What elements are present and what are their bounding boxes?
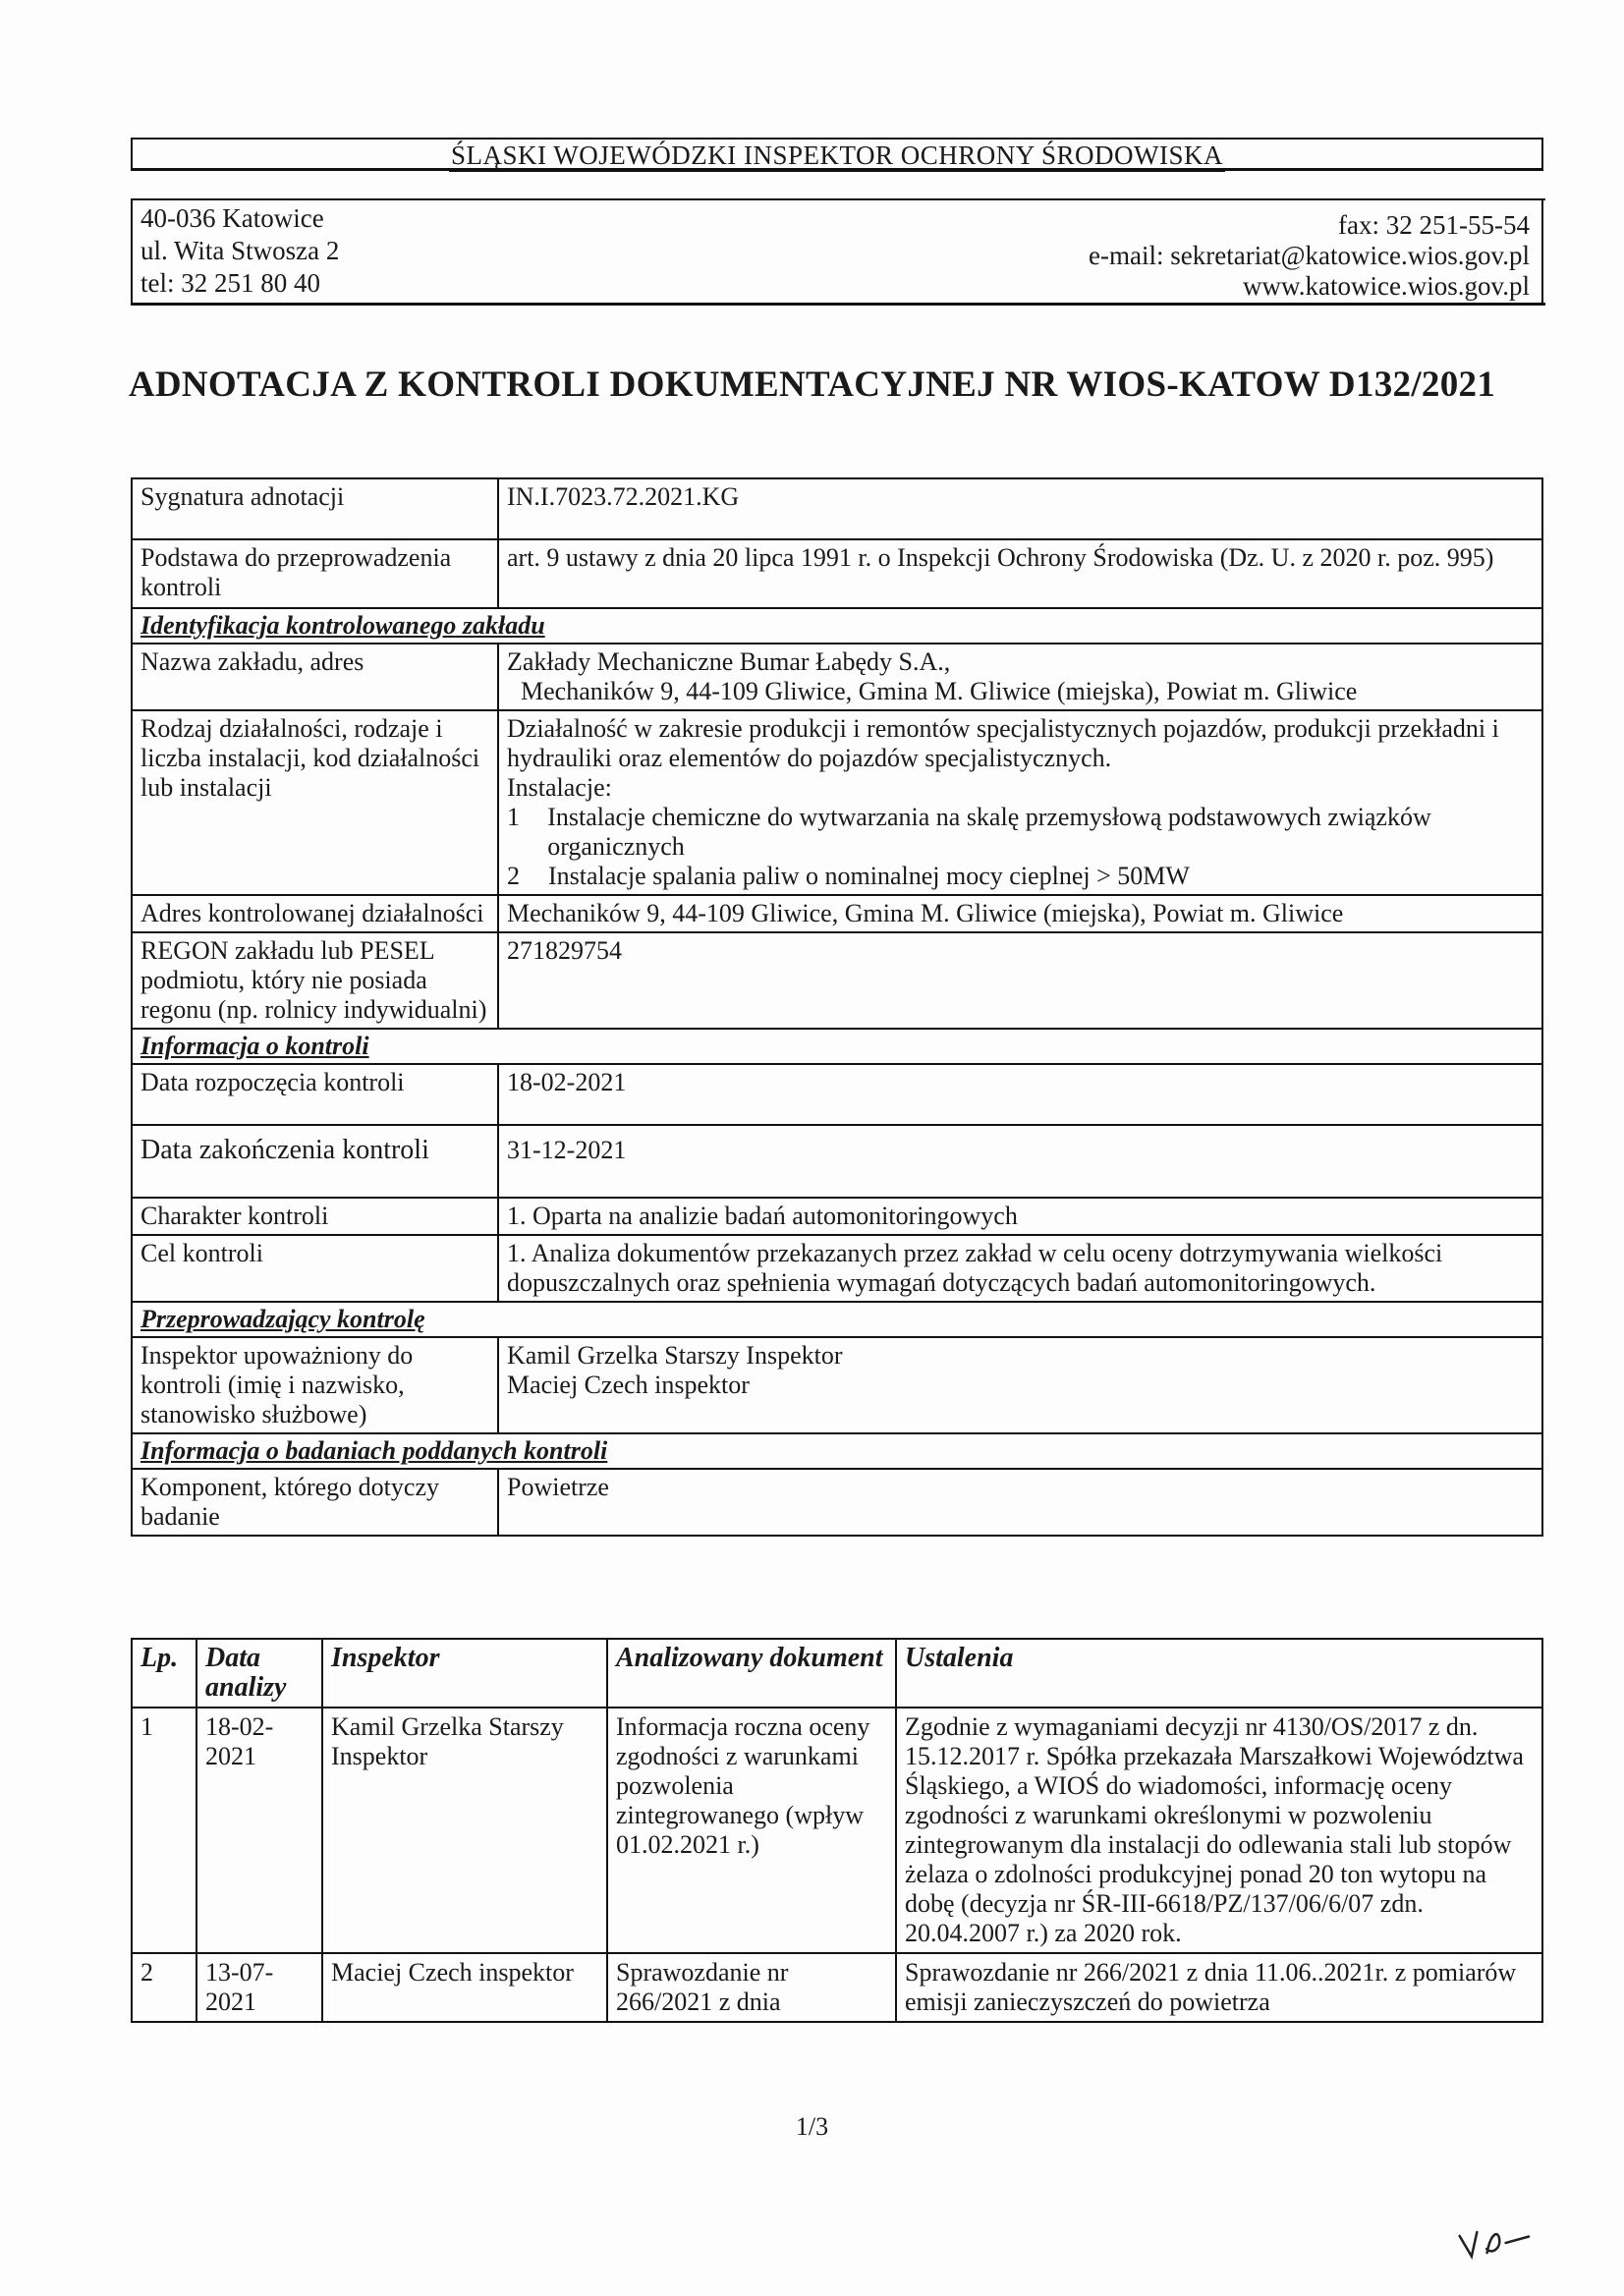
charakter-label: Charakter kontroli — [132, 1198, 498, 1235]
podstawa-value: art. 9 ustawy z dnia 20 lipca 1991 r. o Inspekcji Ochrony Środowiska (Dz. U. z 2020 r. poz. 995) — [498, 539, 1542, 608]
address-city: 40-036 Katowice — [140, 203, 324, 233]
komponent-value: Powietrze — [498, 1469, 1542, 1536]
table-row — [132, 539, 1542, 608]
address-block — [131, 198, 1543, 305]
analysis-table — [131, 1638, 1543, 2023]
regon-label: REGON zakładu lub PESEL podmiotu, który nie posiada regonu (np. rolnicy indywidualni) — [132, 932, 498, 1029]
postal-address — [140, 202, 339, 300]
rodzaj-label: Rodzaj działalności, rodzaje i liczba instalacji, kod działalności lub instalacji — [132, 710, 498, 895]
table-row — [132, 710, 1542, 895]
installation-number: 2 — [507, 862, 520, 890]
adres-label: Adres kontrolowanej działalności — [132, 895, 498, 932]
charakter-value: 1. Oparta na analizie badań automonitoringowych — [498, 1198, 1542, 1235]
contact-website: www.katowice.wios.gov.pl — [1243, 271, 1530, 301]
analysis-header-row — [132, 1639, 1542, 1708]
sygnatura-value: IN.I.7023.72.2021.KG — [498, 478, 1542, 539]
section-heading — [132, 1029, 1542, 1064]
contact-info — [1089, 210, 1530, 302]
control-details-table — [131, 477, 1543, 1537]
row-inspektor: Maciej Czech inspektor — [322, 1953, 607, 2022]
section-heading — [132, 1302, 1542, 1337]
table-row — [132, 1198, 1542, 1235]
header-data: Data analizy — [196, 1639, 322, 1708]
table-row — [132, 1469, 1542, 1536]
komponent-label: Komponent, którego dotyczy badanie — [132, 1469, 498, 1536]
section-heading — [132, 1433, 1542, 1469]
installation-text: Instalacje chemiczne do wytwarzania na skalę przemysłową podstawowych związków organicznych — [547, 803, 1431, 861]
row-ustalenia: Zgodnie z wymaganiami decyzji nr 4130/OS/2017 z dn. 15.12.2017 r. Spółka przekazała Marszałkowi Województwa Śląskiego, a WIOŚ do wiadomości, informację oceny zgodności z warunkami określonymi w pozwoleniu zintegrowanym dla instalacji do odlewania stali lub stopów żelaza o zdolności produkcyjnej ponad 20 ton wytopu na dobę (decyzja nr ŚR-III-6618/PZ/137/06/6/07 zdn. 20.04.2007 r.) za 2020 rok. — [896, 1708, 1542, 1953]
institution-header — [131, 138, 1543, 171]
section-przeprowadzajacy: Przeprowadzający kontrolę — [132, 1302, 1542, 1337]
nazwa-value — [498, 644, 1542, 710]
nazwa-label: Nazwa zakładu, adres — [132, 644, 498, 710]
table-row — [132, 1953, 1542, 2022]
installation-item — [507, 803, 1534, 862]
table-row — [132, 932, 1542, 1029]
row-data: 18-02-2021 — [196, 1708, 322, 1953]
inspector-name: Maciej Czech inspektor — [507, 1371, 750, 1399]
contact-email: e-mail: sekretariat@katowice.wios.gov.pl — [1089, 241, 1530, 270]
address-phone: tel: 32 251 80 40 — [140, 268, 320, 298]
section-heading — [132, 608, 1542, 644]
inspector-name: Kamil Grzelka Starszy Inspektor — [507, 1341, 843, 1370]
table-row — [132, 478, 1542, 539]
table-row — [132, 1235, 1542, 1302]
inspektor-value — [498, 1337, 1542, 1433]
row-lp: 2 — [132, 1953, 196, 2022]
company-address: Mechaników 9, 44-109 Gliwice, Gmina M. Gliwice (miejska), Powiat m. Gliwice — [521, 677, 1358, 705]
page-number: 1/3 — [795, 2112, 829, 2141]
adres-value: Mechaników 9, 44-109 Gliwice, Gmina M. Gliwice (miejska), Powiat m. Gliwice — [498, 895, 1542, 932]
cel-label: Cel kontroli — [132, 1235, 498, 1302]
company-name: Zakłady Mechaniczne Bumar Łabędy S.A., — [507, 647, 951, 676]
table-row — [132, 1064, 1542, 1125]
table-row — [132, 1337, 1542, 1433]
rodzaj-value — [498, 710, 1542, 895]
section-informacja: Informacja o kontroli — [132, 1029, 1542, 1064]
row-ustalenia: Sprawozdanie nr 266/2021 z dnia 11.06..2021r. z pomiarów emisji zanieczyszczeń do powietrza — [896, 1953, 1542, 2022]
contact-fax: fax: 32 251-55-54 — [1338, 210, 1530, 240]
installations-label: Instalacje: — [507, 773, 612, 802]
data-rozpoczecia-value: 18-02-2021 — [498, 1064, 1542, 1125]
data-zakonczenia-label: Data zakończenia kontroli — [132, 1125, 498, 1198]
table-row — [132, 1708, 1542, 1953]
document-title: ADNOTACJA Z KONTROLI DOKUMENTACYJNEJ NR WIOS-KATOW D132/2021 — [128, 364, 1496, 405]
section-badania: Informacja o badaniach poddanych kontroli — [132, 1433, 1542, 1469]
data-rozpoczecia-label: Data rozpoczęcia kontroli — [132, 1064, 498, 1125]
address-street: ul. Wita Stwosza 2 — [140, 236, 340, 265]
header-inspektor: Inspektor — [322, 1639, 607, 1708]
row-dokument: Sprawozdanie nr 266/2021 z dnia — [607, 1953, 896, 2022]
installation-text: Instalacje spalania paliw o nominalnej mocy cieplnej > 50MW — [548, 862, 1190, 890]
installation-number: 1 — [507, 803, 520, 831]
header-lp: Lp. — [132, 1639, 196, 1708]
cel-value: 1. Analiza dokumentów przekazanych przez zakład w celu oceny dotrzymywania wielkości dopuszczalnych oraz spełnienia wymagań dotyczących badań automonitoringowych. — [498, 1235, 1542, 1302]
installation-item — [507, 862, 1534, 891]
institution-name: ŚLĄSKI WOJEWÓDZKI INSPEKTOR OCHRONY ŚRODOWISKA — [450, 140, 1223, 170]
regon-value: 271829754 — [498, 932, 1542, 1029]
inspektor-label: Inspektor upoważniony do kontroli (imię i nazwisko, stanowisko służbowe) — [132, 1337, 498, 1433]
row-inspektor: Kamil Grzelka Starszy Inspektor — [322, 1708, 607, 1953]
section-identyfikacja: Identyfikacja kontrolowanego zakładu — [132, 608, 1542, 644]
activity-description: Działalność w zakresie produkcji i remontów specjalistycznych pojazdów, produkcji przekładni i hydrauliki oraz elementów do pojazdów specjalistycznych. — [507, 714, 1499, 772]
header-dokument: Analizowany dokument — [607, 1639, 896, 1708]
row-lp: 1 — [132, 1708, 196, 1953]
podstawa-label: Podstawa do przeprowadzenia kontroli — [132, 539, 498, 608]
sygnatura-label: Sygnatura adnotacji — [132, 478, 498, 539]
row-dokument: Informacja roczna oceny zgodności z warunkami pozwolenia zintegrowanego (wpływ 01.02.2021 r.) — [607, 1708, 896, 1953]
table-row — [132, 1125, 1542, 1198]
table-row — [132, 895, 1542, 932]
data-zakonczenia-value: 31-12-2021 — [498, 1125, 1542, 1198]
table-row — [132, 644, 1542, 710]
row-data: 13-07-2021 — [196, 1953, 322, 2022]
handwritten-initials — [1455, 2218, 1539, 2275]
header-ustalenia: Ustalenia — [896, 1639, 1542, 1708]
